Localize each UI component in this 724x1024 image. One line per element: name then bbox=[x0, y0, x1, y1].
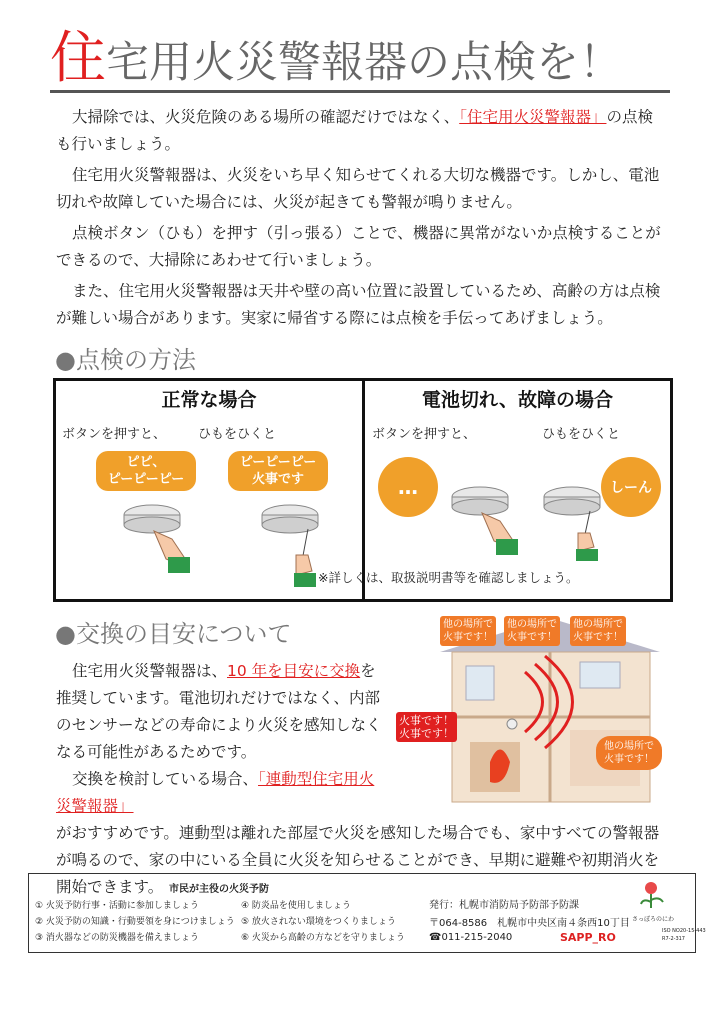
footer-item-2: ② 火災予防の知識・行動要領を身につけましょう bbox=[35, 917, 235, 927]
footer-box bbox=[28, 873, 706, 953]
section-heading-method: ●点検の方法 bbox=[55, 346, 196, 374]
fault-string-label: ひもをひくと bbox=[542, 427, 621, 442]
intro-paragraph-3: 点検ボタン（ひも）を押す（引っ張る）ことで、機器に異常がないか点検することができるので、大掃除にあわせて行いましょう。 bbox=[56, 224, 661, 269]
normal-case-title: 正常な場合 bbox=[161, 389, 257, 411]
title-rest: 宅用火災警報器の点検を！ bbox=[106, 38, 622, 88]
normal-string-label: ひもをひくと bbox=[198, 427, 277, 442]
intro-paragraph-1: 大掃除では、火災危険のある場所の確認だけではなく、「住宅用火災警報器」の点検も行いましょう。 bbox=[56, 108, 653, 153]
mark-code-1: ISO NO20-15-443 bbox=[662, 928, 706, 934]
normal-bubble-fire: ピーピーピー 火事です bbox=[228, 451, 328, 491]
replace-paragraph-2-start: 交換を検討している場合、「連動型住宅用火災警報器」 bbox=[56, 770, 375, 815]
title-first-char: 住 bbox=[50, 26, 106, 91]
fault-bubble-silence: しーん bbox=[601, 457, 661, 517]
fault-button-label: ボタンを押すと、 bbox=[372, 427, 477, 442]
footer-item-6: ⑥ 火災から高齢の方などを守りましょう bbox=[241, 933, 405, 943]
footer-title: 市民が主役の火災予防 bbox=[169, 884, 269, 895]
footer-address: 〒064-8586 札幌市中央区南４条西10丁目 bbox=[429, 918, 630, 929]
sapporo-logo: SAPP_RO bbox=[560, 931, 616, 944]
smoke-alarm-button-icon bbox=[114, 499, 204, 579]
fault-alarm-button-icon bbox=[442, 481, 532, 561]
normal-bubble-beep: ピピ、 ピーピーピー bbox=[96, 451, 196, 491]
highlight-smoke-alarm: 「住宅用火災警報器」 bbox=[459, 108, 607, 126]
highlight-linked-alarm: 「連動型住宅用火災警報器」 bbox=[56, 770, 375, 815]
normal-button-label: ボタンを押すと、 bbox=[62, 427, 167, 442]
mark-caption: さっぽろのにわ bbox=[632, 916, 675, 923]
house-tag-3: 他の場所で 火事です！ bbox=[570, 616, 626, 646]
page-title bbox=[50, 28, 670, 93]
fault-bubble-silent-dots: … bbox=[378, 457, 438, 517]
house-tag-4: 他の場所で 火事です！ bbox=[596, 736, 662, 770]
house-tag-2: 他の場所で 火事です！ bbox=[504, 616, 560, 646]
footer-item-1: ① 火災予防行事・活動に参加しましょう bbox=[35, 901, 199, 911]
manual-note: ※詳しくは、取扱説明書等を確認しましょう。 bbox=[318, 570, 579, 585]
house-tag-1: 他の場所で 火事です！ bbox=[440, 616, 496, 646]
footer-item-3: ③ 消火器などの防災機器を備えましょう bbox=[35, 933, 199, 943]
intro-paragraph-2: 住宅用火災警報器は、火災をいち早く知らせてくれる大切な機器です。しかし、電池切れや故障していた場合には、火災が起きても警報が鳴りません。 bbox=[56, 166, 660, 211]
intro-paragraph-4: また、住宅用火災警報器は天井や壁の高い位置に設置しているため、高齢の方は点検が難しい場合があります。実家に帰省する際には点検を手伝ってあげましょう。 bbox=[56, 282, 661, 327]
house-tag-fire: 火事です！ 火事です！ bbox=[396, 712, 457, 742]
fault-alarm-string-icon bbox=[534, 481, 624, 571]
fault-case-title: 電池切れ、故障の場合 bbox=[421, 389, 614, 411]
replace-paragraph-2-rest: がおすすめです。連動型は離れた部屋で火災を感知した場合でも、家中すべての警報器が鳴るので、家の中にいる全員に火災を知らせることができ、早期に避難や初期消火を開始できます。 bbox=[56, 824, 660, 896]
footer-item-5: ⑤ 放火されない環境をつくりましょう bbox=[241, 917, 396, 927]
footer-phone: ☎011-215-2040 bbox=[429, 932, 513, 943]
footer-item-4: ④ 防炎品を使用しましょう bbox=[241, 901, 351, 911]
highlight-ten-years: 10 年を目安に交換 bbox=[227, 662, 361, 680]
replace-paragraph-1: 住宅用火災警報器は、10 年を目安に交換を推奨しています。電池切れだけではなく、内部のセンサーなどの寿命により火災を感知しなくなる可能性があるためです。 bbox=[56, 662, 382, 761]
flower-mark-icon bbox=[635, 878, 667, 912]
footer-publisher: 発行：札幌市消防局予防部予防課 bbox=[429, 900, 579, 911]
panel-divider bbox=[362, 381, 365, 599]
section-heading-replacement: ●交換の目安について bbox=[55, 620, 292, 648]
mark-code-2: R7-2-317 bbox=[662, 936, 685, 942]
